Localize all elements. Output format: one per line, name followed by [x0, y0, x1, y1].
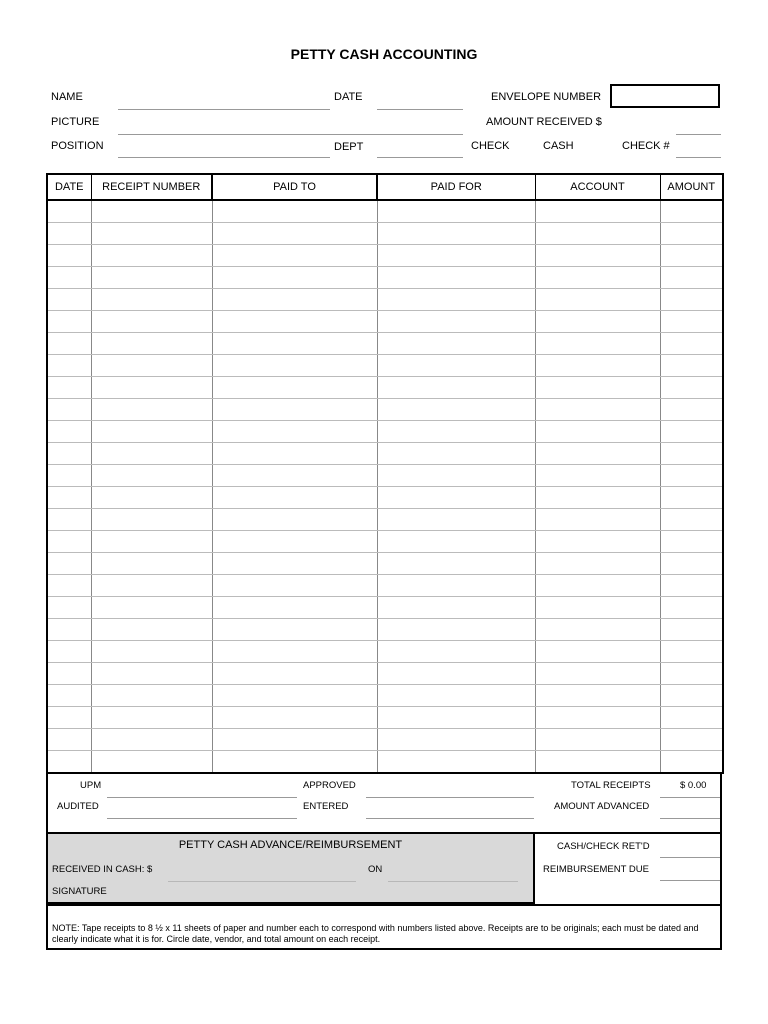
amount-received-label: AMOUNT RECEIVED $: [486, 116, 602, 128]
total-receipts-value: $ 0.00: [680, 780, 707, 791]
amount-advanced-label: AMOUNT ADVANCED: [554, 801, 650, 812]
cell-account[interactable]: [535, 597, 660, 619]
check-option[interactable]: CHECK: [471, 140, 510, 152]
table-row: [47, 200, 723, 223]
cell-paid-for[interactable]: [377, 663, 535, 685]
table-row: [47, 465, 723, 487]
cell-account[interactable]: [535, 575, 660, 597]
cell-paid-to[interactable]: [212, 465, 377, 487]
cell-account[interactable]: [535, 531, 660, 553]
cell-paid-for[interactable]: [377, 597, 535, 619]
position-label: POSITION: [51, 140, 104, 152]
picture-field[interactable]: [118, 134, 463, 135]
cell-paid-to[interactable]: [212, 663, 377, 685]
cell-receipt-number[interactable]: [91, 443, 212, 465]
position-field[interactable]: [118, 157, 330, 158]
table-row: [47, 597, 723, 619]
amount-advanced-field[interactable]: [660, 818, 720, 819]
cell-receipt-number[interactable]: [91, 509, 212, 531]
cell-account[interactable]: [535, 641, 660, 663]
cell-date[interactable]: [47, 311, 91, 333]
cell-paid-for[interactable]: [377, 641, 535, 663]
cell-account[interactable]: [535, 289, 660, 311]
cell-amount[interactable]: [660, 223, 723, 245]
cell-paid-for[interactable]: [377, 487, 535, 509]
cell-paid-for[interactable]: [377, 729, 535, 751]
cell-date[interactable]: [47, 333, 91, 355]
column-header-receipt-number: RECEIPT NUMBER: [91, 174, 212, 200]
total-receipts-label: TOTAL RECEIPTS: [571, 780, 651, 791]
cell-date[interactable]: [47, 421, 91, 443]
cell-receipt-number[interactable]: [91, 663, 212, 685]
cell-account[interactable]: [535, 333, 660, 355]
cell-account[interactable]: [535, 707, 660, 729]
table-row: [47, 421, 723, 443]
cell-receipt-number[interactable]: [91, 751, 212, 774]
cell-date[interactable]: [47, 663, 91, 685]
cash-check-returned-field[interactable]: [660, 857, 720, 858]
cell-amount[interactable]: [660, 443, 723, 465]
table-row: [47, 641, 723, 663]
cell-amount[interactable]: [660, 465, 723, 487]
approved-label: APPROVED: [303, 780, 356, 791]
cell-paid-to[interactable]: [212, 619, 377, 641]
cell-receipt-number[interactable]: [91, 707, 212, 729]
cell-receipt-number[interactable]: [91, 289, 212, 311]
on-label: ON: [368, 864, 383, 875]
cell-account[interactable]: [535, 509, 660, 531]
cell-date[interactable]: [47, 355, 91, 377]
table-row: [47, 531, 723, 553]
name-field[interactable]: [118, 109, 330, 110]
cell-paid-to[interactable]: [212, 729, 377, 751]
cell-paid-for[interactable]: [377, 465, 535, 487]
cell-date[interactable]: [47, 465, 91, 487]
cell-amount[interactable]: [660, 729, 723, 751]
cell-account[interactable]: [535, 223, 660, 245]
cell-date[interactable]: [47, 575, 91, 597]
cell-receipt-number[interactable]: [91, 553, 212, 575]
table-row: [47, 333, 723, 355]
cell-paid-to[interactable]: [212, 289, 377, 311]
cell-amount[interactable]: [660, 399, 723, 421]
cell-account[interactable]: [535, 443, 660, 465]
cell-amount[interactable]: [660, 685, 723, 707]
cell-paid-for[interactable]: [377, 707, 535, 729]
cell-receipt-number[interactable]: [91, 465, 212, 487]
cell-paid-to[interactable]: [212, 641, 377, 663]
cell-paid-to[interactable]: [212, 200, 377, 223]
amount-received-field[interactable]: [676, 134, 721, 135]
date-field[interactable]: [377, 109, 463, 110]
cell-paid-to[interactable]: [212, 377, 377, 399]
cell-receipt-number[interactable]: [91, 245, 212, 267]
cell-account[interactable]: [535, 421, 660, 443]
table-row: [47, 289, 723, 311]
cell-date[interactable]: [47, 619, 91, 641]
divider: [535, 832, 722, 834]
table-row: [47, 355, 723, 377]
cell-amount[interactable]: [660, 289, 723, 311]
table-row: [47, 245, 723, 267]
cash-option[interactable]: CASH: [543, 140, 574, 152]
cell-amount[interactable]: [660, 597, 723, 619]
cell-receipt-number[interactable]: [91, 200, 212, 223]
cell-date[interactable]: [47, 289, 91, 311]
cell-paid-for[interactable]: [377, 553, 535, 575]
on-date-field[interactable]: [388, 881, 518, 882]
advance-title: PETTY CASH ADVANCE/REIMBURSEMENT: [178, 839, 403, 851]
column-header-amount: AMOUNT: [660, 174, 723, 200]
table-row: [47, 487, 723, 509]
cell-paid-to[interactable]: [212, 553, 377, 575]
cell-receipt-number[interactable]: [91, 421, 212, 443]
cell-date[interactable]: [47, 267, 91, 289]
cell-amount[interactable]: [660, 707, 723, 729]
cell-paid-for[interactable]: [377, 619, 535, 641]
cell-date[interactable]: [47, 443, 91, 465]
table-row: [47, 311, 723, 333]
table-row: [47, 685, 723, 707]
cell-amount[interactable]: [660, 509, 723, 531]
cell-date[interactable]: [47, 377, 91, 399]
entered-label: ENTERED: [303, 801, 349, 812]
cell-paid-to[interactable]: [212, 355, 377, 377]
table-row: [47, 443, 723, 465]
note-divider: [46, 904, 722, 906]
table-row: [47, 575, 723, 597]
cell-amount[interactable]: [660, 355, 723, 377]
cell-paid-for[interactable]: [377, 399, 535, 421]
cell-paid-for[interactable]: [377, 531, 535, 553]
cell-receipt-number[interactable]: [91, 399, 212, 421]
total-receipts-field: [660, 797, 720, 798]
picture-label: PICTURE: [51, 116, 100, 128]
cell-account[interactable]: [535, 377, 660, 399]
cell-account[interactable]: [535, 200, 660, 223]
cell-account[interactable]: [535, 267, 660, 289]
cell-paid-for[interactable]: [377, 685, 535, 707]
cell-paid-to[interactable]: [212, 223, 377, 245]
envelope-number-label: ENVELOPE NUMBER: [491, 91, 602, 103]
cell-date[interactable]: [47, 751, 91, 774]
cell-receipt-number[interactable]: [91, 377, 212, 399]
form-title: PETTY CASH ACCOUNTING: [290, 46, 478, 62]
column-header-date: DATE: [47, 174, 91, 200]
cell-receipt-number[interactable]: [91, 575, 212, 597]
cell-amount[interactable]: [660, 333, 723, 355]
table-row: [47, 377, 723, 399]
cell-paid-to[interactable]: [212, 751, 377, 774]
cell-date[interactable]: [47, 553, 91, 575]
name-label: NAME: [51, 91, 83, 103]
dept-label: DEPT: [334, 141, 364, 153]
table-row: [47, 663, 723, 685]
cell-receipt-number[interactable]: [91, 311, 212, 333]
cell-account[interactable]: [535, 663, 660, 685]
cell-date[interactable]: [47, 245, 91, 267]
cell-date[interactable]: [47, 200, 91, 223]
cell-receipt-number[interactable]: [91, 641, 212, 663]
cell-amount[interactable]: [660, 531, 723, 553]
envelope-number-field[interactable]: [610, 84, 720, 108]
cell-paid-to[interactable]: [212, 267, 377, 289]
cell-paid-to[interactable]: [212, 531, 377, 553]
table-row: [47, 553, 723, 575]
cell-paid-to[interactable]: [212, 685, 377, 707]
cell-date[interactable]: [47, 531, 91, 553]
cell-account[interactable]: [535, 729, 660, 751]
cell-receipt-number[interactable]: [91, 267, 212, 289]
dept-field[interactable]: [377, 157, 463, 158]
upm-label: UPM: [80, 780, 102, 791]
signature-label: SIGNATURE: [52, 886, 107, 897]
cell-account[interactable]: [535, 751, 660, 774]
cell-paid-to[interactable]: [212, 421, 377, 443]
cell-paid-for[interactable]: [377, 575, 535, 597]
cell-paid-to[interactable]: [212, 509, 377, 531]
cell-account[interactable]: [535, 399, 660, 421]
entered-field[interactable]: [366, 818, 534, 819]
cell-paid-to[interactable]: [212, 333, 377, 355]
cell-paid-for[interactable]: [377, 443, 535, 465]
table-body: [47, 200, 723, 773]
date-label: DATE: [334, 91, 363, 103]
cell-paid-for[interactable]: [377, 223, 535, 245]
cell-paid-for[interactable]: [377, 333, 535, 355]
table-row: [47, 751, 723, 774]
cell-amount[interactable]: [660, 751, 723, 774]
cell-amount[interactable]: [660, 245, 723, 267]
cell-amount[interactable]: [660, 663, 723, 685]
cell-amount[interactable]: [660, 619, 723, 641]
approved-field[interactable]: [366, 797, 534, 798]
cell-date[interactable]: [47, 597, 91, 619]
cell-date[interactable]: [47, 641, 91, 663]
cell-account[interactable]: [535, 465, 660, 487]
cell-account[interactable]: [535, 311, 660, 333]
table-row: [47, 267, 723, 289]
cell-receipt-number[interactable]: [91, 531, 212, 553]
table-row: [47, 399, 723, 421]
cell-paid-for[interactable]: [377, 509, 535, 531]
received-in-cash-label: RECEIVED IN CASH: $: [52, 864, 153, 875]
column-header-account: ACCOUNT: [535, 174, 660, 200]
cell-amount[interactable]: [660, 641, 723, 663]
cell-amount[interactable]: [660, 575, 723, 597]
cell-amount[interactable]: [660, 487, 723, 509]
cell-paid-for[interactable]: [377, 200, 535, 223]
cell-account[interactable]: [535, 487, 660, 509]
table-row: [47, 223, 723, 245]
cell-paid-for[interactable]: [377, 289, 535, 311]
cell-paid-to[interactable]: [212, 487, 377, 509]
cell-paid-for[interactable]: [377, 377, 535, 399]
check-number-label: CHECK #: [622, 140, 670, 152]
cell-paid-to[interactable]: [212, 597, 377, 619]
cell-receipt-number[interactable]: [91, 619, 212, 641]
cell-amount[interactable]: [660, 553, 723, 575]
cell-receipt-number[interactable]: [91, 487, 212, 509]
cell-account[interactable]: [535, 619, 660, 641]
note-text: NOTE: Tape receipts to 8 ½ x 11 sheets of paper and number each to correspond with numbers listed above. Receipts are to be originals; each must be dated and clearly indicate what it is for. Circle date, vendor, and total amount on each receipt.: [52, 923, 699, 944]
column-header-paid-for: PAID FOR: [377, 174, 535, 200]
cell-paid-to[interactable]: [212, 707, 377, 729]
cell-paid-for[interactable]: [377, 751, 535, 774]
check-number-field[interactable]: [676, 157, 721, 158]
receipts-table: [46, 173, 724, 774]
cell-receipt-number[interactable]: [91, 685, 212, 707]
cell-amount[interactable]: [660, 311, 723, 333]
table-row: [47, 509, 723, 531]
cell-amount[interactable]: [660, 421, 723, 443]
cell-paid-to[interactable]: [212, 443, 377, 465]
cell-receipt-number[interactable]: [91, 333, 212, 355]
cell-paid-to[interactable]: [212, 399, 377, 421]
table-row: [47, 619, 723, 641]
cell-paid-for[interactable]: [377, 311, 535, 333]
cell-paid-for[interactable]: [377, 355, 535, 377]
reimbursement-due-field[interactable]: [660, 880, 720, 881]
cash-check-returned-label: CASH/CHECK RET'D: [557, 841, 650, 852]
upm-field[interactable]: [107, 797, 297, 798]
cell-date[interactable]: [47, 729, 91, 751]
column-header-paid-to: PAID TO: [212, 174, 377, 200]
cell-amount[interactable]: [660, 200, 723, 223]
cell-paid-to[interactable]: [212, 245, 377, 267]
cell-paid-for[interactable]: [377, 267, 535, 289]
cell-date[interactable]: [47, 509, 91, 531]
table-row: [47, 707, 723, 729]
received-in-cash-field[interactable]: [168, 881, 356, 882]
cell-amount[interactable]: [660, 377, 723, 399]
cell-receipt-number[interactable]: [91, 355, 212, 377]
cell-account[interactable]: [535, 685, 660, 707]
cell-date[interactable]: [47, 399, 91, 421]
reimbursement-due-label: REIMBURSEMENT DUE: [543, 864, 649, 875]
cell-receipt-number[interactable]: [91, 597, 212, 619]
audited-label: AUDITED: [57, 801, 99, 812]
cell-account[interactable]: [535, 553, 660, 575]
cell-date[interactable]: [47, 223, 91, 245]
audited-field[interactable]: [107, 818, 297, 819]
cell-amount[interactable]: [660, 267, 723, 289]
cell-receipt-number[interactable]: [91, 223, 212, 245]
cell-paid-to[interactable]: [212, 575, 377, 597]
table-row: [47, 729, 723, 751]
cell-paid-for[interactable]: [377, 245, 535, 267]
cell-date[interactable]: [47, 707, 91, 729]
cell-paid-for[interactable]: [377, 421, 535, 443]
cell-receipt-number[interactable]: [91, 729, 212, 751]
cell-account[interactable]: [535, 355, 660, 377]
cell-date[interactable]: [47, 685, 91, 707]
cell-paid-to[interactable]: [212, 311, 377, 333]
cell-account[interactable]: [535, 245, 660, 267]
cell-date[interactable]: [47, 487, 91, 509]
